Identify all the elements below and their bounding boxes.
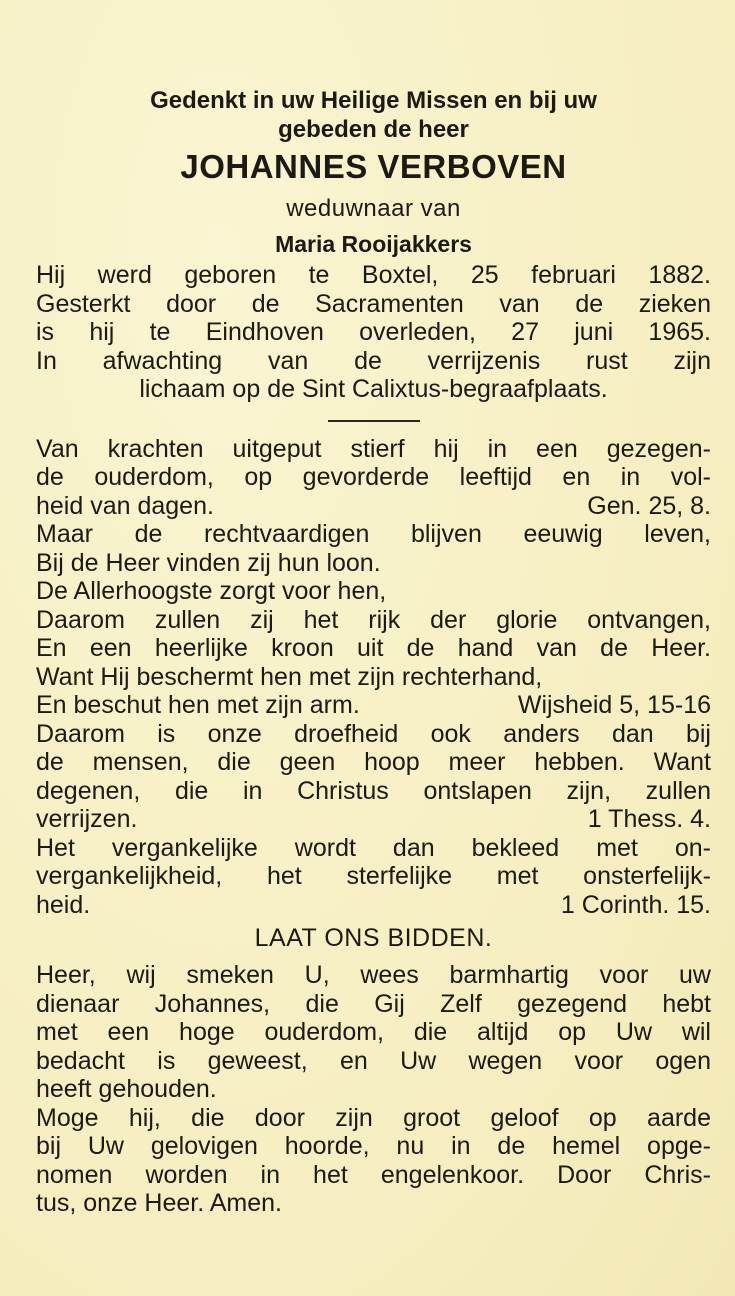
scripture-line [36,805,711,834]
scripture-line [36,891,711,920]
scripture-line [36,691,711,720]
prayer-line: nomen worden in het engelenkoor. Door Chris- [36,1160,711,1189]
scripture-line: En een heerlijke kroon uit de hand van de Heer. [36,634,711,662]
scripture-text: heid. [36,890,91,919]
scripture-line: Het vergankelijke wordt dan bekleed met on- [36,833,711,862]
scripture-line: vergankelijkheid, het sterfelijke met onsterfelijk- [36,862,711,890]
prayer-line: bedacht is geweest, en Uw wegen voor ogen [36,1046,711,1075]
scripture-line: De Allerhoogste zorgt voor hen, [36,577,387,605]
prayer-line: Moge hij, die door zijn groot geloof op aarde [36,1103,711,1132]
bio-line: lichaam op de Sint Calixtus-begraafplaats. [139,375,608,403]
scripture-reference: Wijsheid 5, 15-16 [517,691,711,719]
intro-line-2: gebeden de heer [278,116,469,143]
scripture-line: Maar de rechtvaardigen blijven eeuwig leven, [36,520,711,548]
spouse-name: Maria Rooijakkers [275,231,472,257]
prayer [36,961,711,1218]
deceased-name: JOHANNES VERBOVEN [180,148,567,185]
prayer-line: met een hoge ouderdom, die altijd op Uw wil [36,1018,711,1046]
scripture-reference: Gen. 25, 8. [587,491,711,520]
divider [328,420,420,422]
scripture-text: verrijzen. [36,805,138,833]
prayer-heading: LAAT ONS BIDDEN. [254,924,493,952]
scripture-line: de ouderdom, op gevorderde leeftijd en in vol- [36,463,711,491]
scripture-line: Want Hij beschermt hen met zijn rechterhand, [36,662,543,691]
intro-line-1: Gedenkt in uw Heilige Missen en bij uw [150,87,597,114]
prayer-line: Heer, wij smeken U, wees barmhartig voor uw [36,961,711,989]
prayer-line: dienaar Johannes, die Gij Zelf gezegend hebt [36,989,711,1018]
scripture-line [36,492,711,521]
scripture-line: de mensen, die geen hoop meer hebben. Want [36,748,711,776]
scripture-line: Daarom zullen zij het rijk der glorie ontvangen, [36,605,711,634]
scripture-line: degenen, die in Christus ontslapen zijn, zullen [36,776,711,805]
bio-line: is hij te Eindhoven overleden, 27 juni 1965. [36,318,711,346]
scripture-text: En beschut hen met zijn arm. [36,691,360,719]
bio-line: Hij werd geboren te Boxtel, 25 februari 1882. [36,261,711,289]
prayer-line: tus, onze Heer. Amen. [36,1189,282,1217]
bio-line: In afwachting van de verrijzenis rust zijn [36,346,711,375]
scripture-text: heid van dagen. [36,491,214,520]
prayer-line: bij Uw gelovigen hoorde, nu in de hemel opge- [36,1132,711,1160]
bio-line: Gesterkt door de Sacramenten van de zieken [36,289,711,318]
scripture-reference: 1 Thess. 4. [587,805,711,833]
prayer-line: heeft gehouden. [36,1075,217,1103]
scripture-reference: 1 Corinth. 15. [560,890,711,919]
scripture-line: Bij de Heer vinden zij hun loon. [36,548,381,577]
biography [36,261,711,404]
scripture-line: Van krachten uitgeput stierf hij in een gezegen- [36,434,711,463]
scripture-passages [36,435,711,920]
scripture-line: Daarom is onze droefheid ook anders dan bij [36,719,711,748]
widower-label: weduwnaar van [286,195,461,222]
